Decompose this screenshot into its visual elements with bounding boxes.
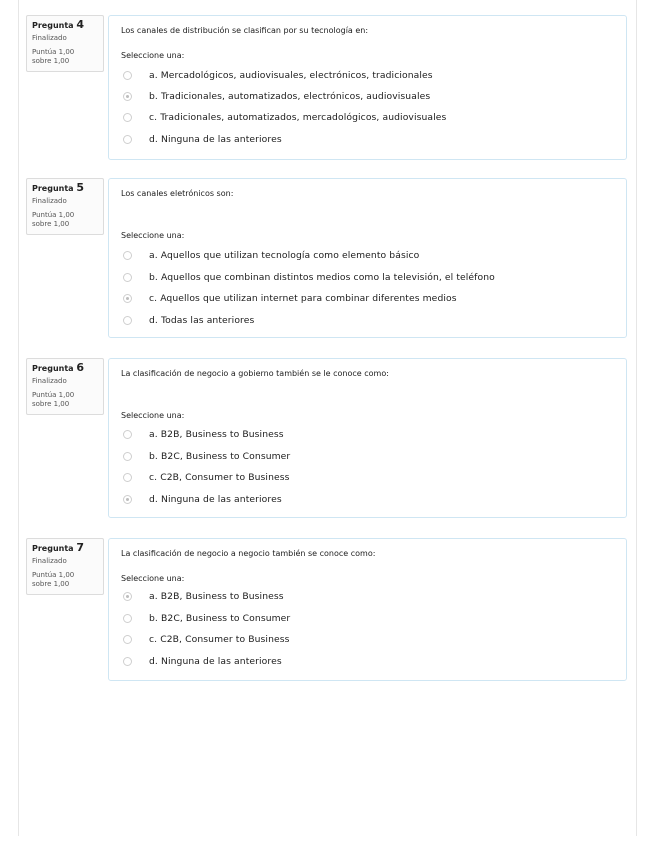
radio-button[interactable] — [123, 657, 132, 666]
answer-option-a[interactable] — [123, 245, 419, 265]
option-label: d. Ninguna de las anteriores — [149, 655, 282, 667]
option-label: d. Ninguna de las anteriores — [149, 493, 282, 505]
answer-option-c[interactable] — [123, 288, 457, 308]
option-label: a. Mercadológicos, audiovisuales, electrónicos, tradicionales — [149, 69, 433, 81]
question-content — [108, 178, 627, 338]
question-grade: Puntúa 1,00 sobre 1,00 — [32, 48, 75, 65]
radio-button[interactable] — [123, 135, 132, 144]
question-info — [26, 15, 104, 72]
option-label: d. Todas las anteriores — [149, 314, 255, 326]
answer-option-a[interactable] — [123, 586, 284, 606]
question-info — [26, 358, 104, 415]
radio-button[interactable] — [123, 614, 132, 623]
question-state: Finalizado — [32, 34, 67, 42]
question-number: Pregunta 5 — [32, 181, 85, 194]
question-text: Los canales eletrónicos son: — [121, 189, 234, 198]
question-7 — [26, 538, 630, 681]
answer-option-b[interactable] — [123, 446, 290, 466]
question-6 — [26, 358, 630, 518]
answer-option-c[interactable] — [123, 629, 290, 649]
question-content — [108, 15, 627, 160]
question-state: Finalizado — [32, 377, 67, 385]
option-label: b. B2C, Business to Consumer — [149, 612, 291, 624]
select-prompt: Seleccione una: — [121, 411, 185, 420]
radio-button[interactable] — [123, 251, 132, 260]
answer-option-d[interactable] — [123, 129, 282, 149]
question-number: Pregunta 7 — [32, 541, 85, 554]
question-content — [108, 358, 627, 518]
option-label: b. B2C, Business to Consumer — [149, 450, 291, 462]
radio-button[interactable] — [123, 592, 132, 601]
answer-option-d[interactable] — [123, 651, 282, 671]
option-label: c. Aquellos que utilizan internet para combinar diferentes medios — [149, 292, 457, 304]
radio-button[interactable] — [123, 495, 132, 504]
question-number: Pregunta 6 — [32, 361, 85, 374]
option-label: c. Tradicionales, automatizados, mercadológicos, audiovisuales — [149, 111, 447, 123]
select-prompt: Seleccione una: — [121, 231, 185, 240]
select-prompt: Seleccione una: — [121, 574, 185, 583]
answer-option-b[interactable] — [123, 86, 430, 106]
option-label: a. B2B, Business to Business — [149, 428, 284, 440]
radio-button[interactable] — [123, 92, 132, 101]
question-5 — [26, 178, 630, 338]
radio-button[interactable] — [123, 273, 132, 282]
answer-option-b[interactable] — [123, 267, 495, 287]
answer-option-c[interactable] — [123, 107, 446, 127]
radio-button[interactable] — [123, 316, 132, 325]
answer-option-b[interactable] — [123, 608, 290, 628]
answer-option-a[interactable] — [123, 65, 433, 85]
question-text: La clasificación de negocio a gobierno también se le conoce como: — [121, 369, 389, 378]
option-label: d. Ninguna de las anteriores — [149, 133, 282, 145]
page-frame-left-border — [18, 0, 19, 836]
radio-button[interactable] — [123, 452, 132, 461]
option-label: c. C2B, Consumer to Business — [149, 471, 290, 483]
question-info — [26, 538, 104, 595]
question-text: Los canales de distribución se clasifican por su tecnología en: — [121, 26, 369, 35]
answer-option-c[interactable] — [123, 467, 290, 487]
question-text: La clasificación de negocio a negocio también se conoce como: — [121, 549, 376, 558]
question-info — [26, 178, 104, 235]
answer-option-d[interactable] — [123, 310, 254, 330]
question-state: Finalizado — [32, 197, 67, 205]
option-label: b. Tradicionales, automatizados, electrónicos, audiovisuales — [149, 90, 431, 102]
answer-option-d[interactable] — [123, 489, 282, 509]
question-state: Finalizado — [32, 557, 67, 565]
option-label: c. C2B, Consumer to Business — [149, 633, 290, 645]
question-content — [108, 538, 627, 681]
radio-button[interactable] — [123, 71, 132, 80]
question-4 — [26, 15, 630, 160]
radio-button[interactable] — [123, 635, 132, 644]
option-label: b. Aquellos que combinan distintos medios como la televisión, el teléfono — [149, 271, 495, 283]
question-grade: Puntúa 1,00 sobre 1,00 — [32, 211, 75, 228]
question-grade: Puntúa 1,00 sobre 1,00 — [32, 571, 75, 588]
radio-button[interactable] — [123, 473, 132, 482]
question-grade: Puntúa 1,00 sobre 1,00 — [32, 391, 75, 408]
select-prompt: Seleccione una: — [121, 51, 185, 60]
radio-button[interactable] — [123, 294, 132, 303]
option-label: a. Aquellos que utilizan tecnología como elemento básico — [149, 249, 420, 261]
page-frame-right-border — [636, 0, 637, 836]
radio-button[interactable] — [123, 430, 132, 439]
question-number: Pregunta 4 — [32, 18, 85, 31]
radio-button[interactable] — [123, 113, 132, 122]
answer-option-a[interactable] — [123, 424, 284, 444]
option-label: a. B2B, Business to Business — [149, 590, 284, 602]
